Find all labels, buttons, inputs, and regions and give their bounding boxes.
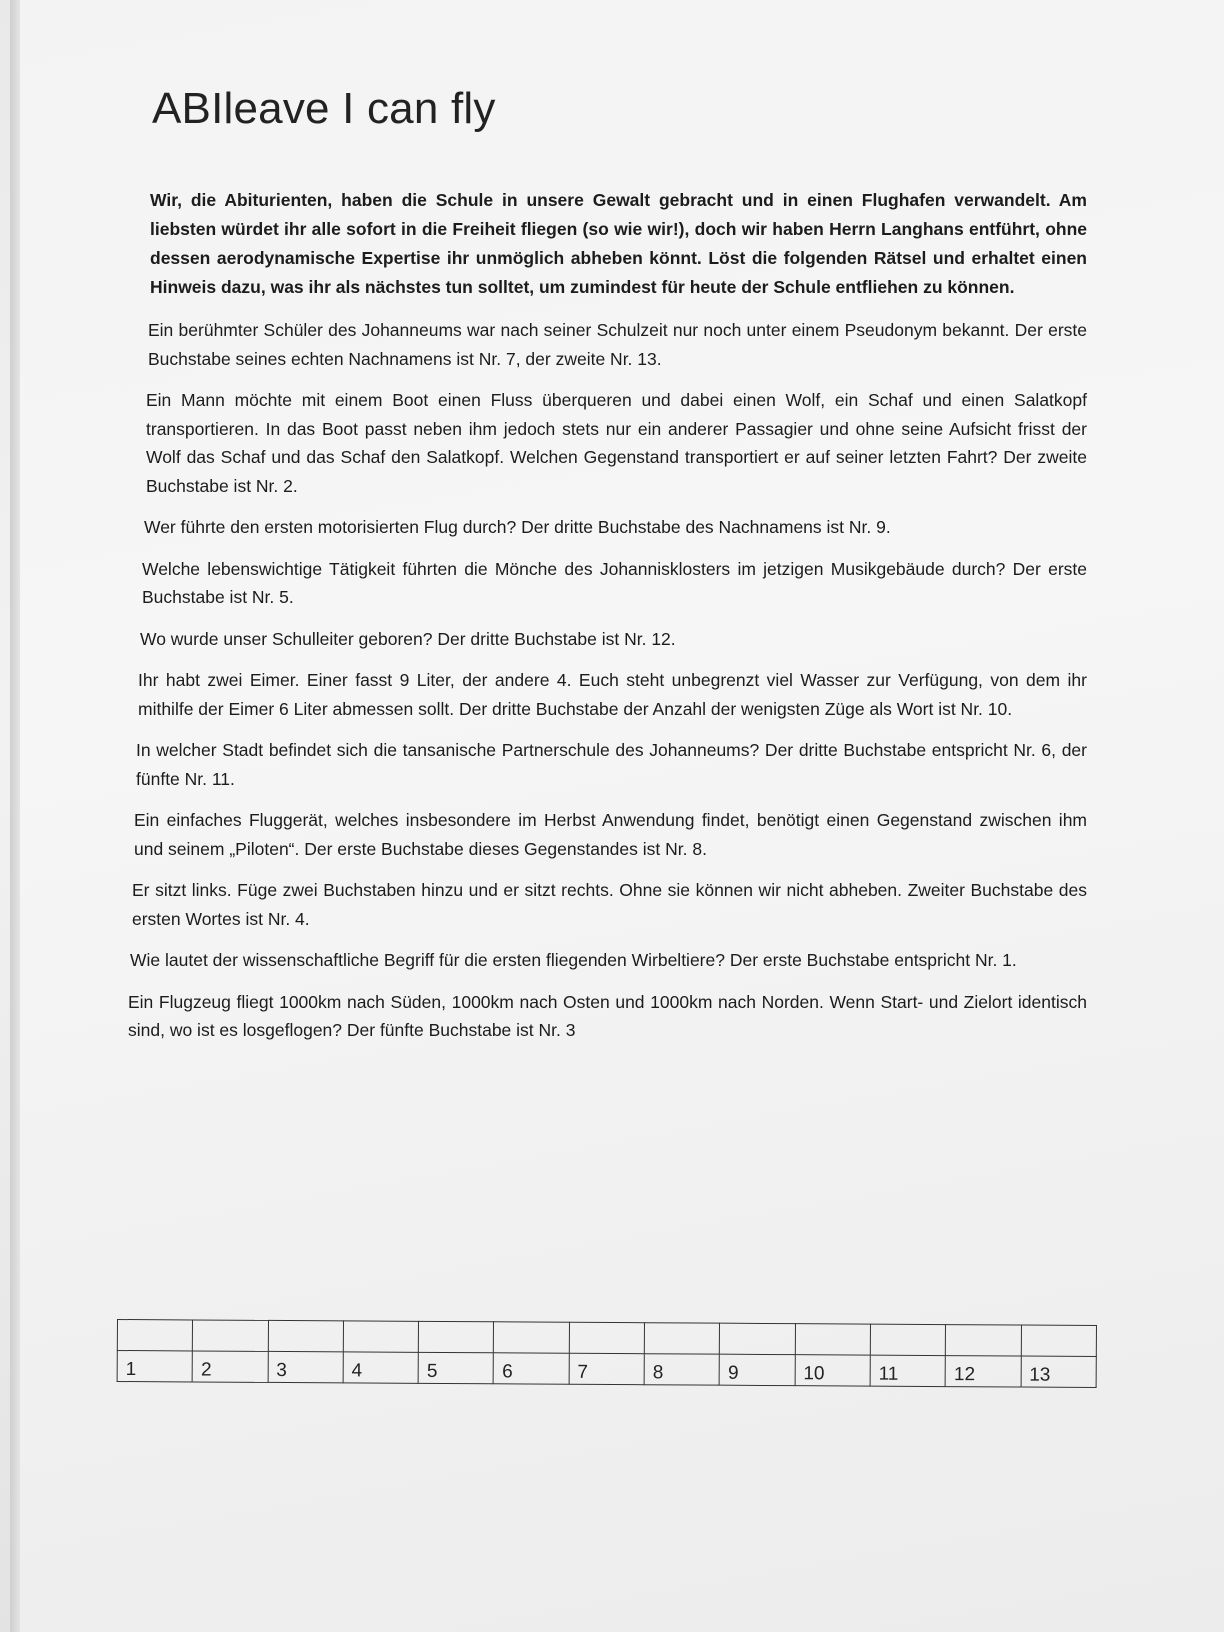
- riddle-7: In welcher Stadt befindet sich die tansanische Partnerschule des Johanneums? Der dritte Buchstabe entspricht Nr. 6, der fünfte Nr. 11.: [136, 740, 1087, 789]
- number-cell: 2: [192, 1351, 267, 1382]
- number-cell: 13: [1021, 1356, 1097, 1387]
- riddle-8: Ein einfaches Fluggerät, welches insbesondere im Herbst Anwendung findet, benötigt einen Gegenstand zwischen ihm und seinem „Piloten“. Der erste Buchstabe dieses Gegenstandes ist Nr. 8.: [134, 810, 1087, 859]
- answer-cell-1[interactable]: [117, 1320, 192, 1351]
- riddle-1: Ein berühmter Schüler des Johanneums war nach seiner Schulzeit nur noch unter einem Pseudonym bekannt. Der erste Buchstabe seines echten Nachnamens ist Nr. 7, der zweite Nr. 13.: [148, 320, 1087, 369]
- answer-cell-4[interactable]: [343, 1321, 418, 1352]
- riddle-11: Ein Flugzeug fliegt 1000km nach Süden, 1000km nach Osten und 1000km nach Norden. Wenn Start- und Zielort identisch sind, wo ist es losgeflogen? Der fünfte Buchstabe ist Nr. 3: [128, 991, 1087, 1040]
- number-cell: 12: [945, 1356, 1020, 1387]
- number-cell: 10: [795, 1355, 870, 1386]
- answer-cell-10[interactable]: [795, 1324, 870, 1355]
- riddle-6: Ihr habt zwei Eimer. Einer fasst 9 Liter, der andere 4. Euch steht unbegrenzt viel Wasser zur Verfügung, von dem ihr mithilfe der Eimer 6 Liter abmessen sollt. Der dritte Buchstabe der Anzahl der wenigsten Züge als Wort ist Nr. 10.: [138, 670, 1087, 719]
- answer-cell-2[interactable]: [193, 1320, 268, 1351]
- riddle-5: Wo wurde unser Schulleiter geboren? Der dritte Buchstabe ist Nr. 12.: [140, 628, 676, 649]
- answer-cell-5[interactable]: [418, 1321, 493, 1352]
- riddle-9: Er sitzt links. Füge zwei Buchstaben hinzu und er sitzt rechts. Ohne sie können wir nicht abheben. Zweiter Buchstabe des ersten Wortes ist Nr. 4.: [132, 880, 1087, 929]
- answer-cell-3[interactable]: [268, 1320, 343, 1351]
- answer-number-row: [117, 1351, 1096, 1388]
- number-cell: 11: [870, 1355, 945, 1386]
- number-cell: 8: [644, 1354, 719, 1385]
- page-title: ABIleave I can fly: [152, 84, 496, 133]
- number-cell: 6: [494, 1353, 569, 1384]
- answer-cell-12[interactable]: [946, 1325, 1021, 1356]
- number-cell: 1: [117, 1351, 192, 1382]
- document-body: [128, 84, 1087, 1058]
- number-cell: 9: [719, 1354, 794, 1385]
- riddle-4: Welche lebenswichtige Tätigkeit führten die Mönche des Johannisklosters im jetzigen Musikgebäude durch? Der erste Buchstabe ist Nr. 5.: [142, 558, 1087, 607]
- number-cell: 7: [569, 1353, 644, 1384]
- riddle-2: Ein Mann möchte mit einem Boot einen Fluss überqueren und dabei einen Wolf, ein Schaf und einen Salatkopf transportieren. In das Boot passt neben ihm jedoch stets nur ein anderer Passagier und ohne seine Aufsicht frisst der Wolf das Schaf und das Schaf den Salatkopf. Welchen Gegenstand transportiert er auf seiner letzten Fahrt? Der zweite Buchstabe ist Nr. 2.: [146, 390, 1087, 496]
- riddle-list: [128, 316, 1087, 1045]
- riddle-3: Wer führte den ersten motorisierten Flug durch? Der dritte Buchstabe des Nachnamens ist Nr. 9.: [144, 517, 891, 537]
- answer-table: [117, 1319, 1097, 1388]
- number-cell: 5: [418, 1352, 493, 1383]
- answer-cell-11[interactable]: [870, 1324, 945, 1355]
- answer-grid: [117, 1319, 1097, 1388]
- answer-cell-9[interactable]: [720, 1323, 795, 1354]
- answer-cell-6[interactable]: [494, 1322, 569, 1353]
- answer-cell-7[interactable]: [569, 1322, 644, 1353]
- intro-paragraph: Wir, die Abiturienten, haben die Schule in unsere Gewalt gebracht und in einen Flughafen verwandelt. Am liebsten würdet ihr alle sofort in die Freiheit fliegen (so wie wir!), doch wir haben Herrn Langhans entführt, ohne dessen aerodynamische Expertise ihr unmöglich abheben könnt. Löst die folgenden Rätsel und erhaltet einen Hinweis dazu, was ihr als nächstes tun solltet, um zumindest für heute der Schule entfliehen zu können.: [150, 190, 1087, 297]
- paper-edge-shadow: [10, 0, 20, 1632]
- answer-cell-8[interactable]: [644, 1323, 719, 1354]
- riddle-10: Wie lautet der wissenschaftliche Begriff für die ersten fliegenden Wirbeltiere? Der erste Buchstabe entspricht Nr. 1.: [130, 950, 1017, 970]
- number-cell: 3: [268, 1351, 343, 1382]
- number-cell: 4: [343, 1352, 418, 1383]
- answer-cell-13[interactable]: [1021, 1325, 1097, 1356]
